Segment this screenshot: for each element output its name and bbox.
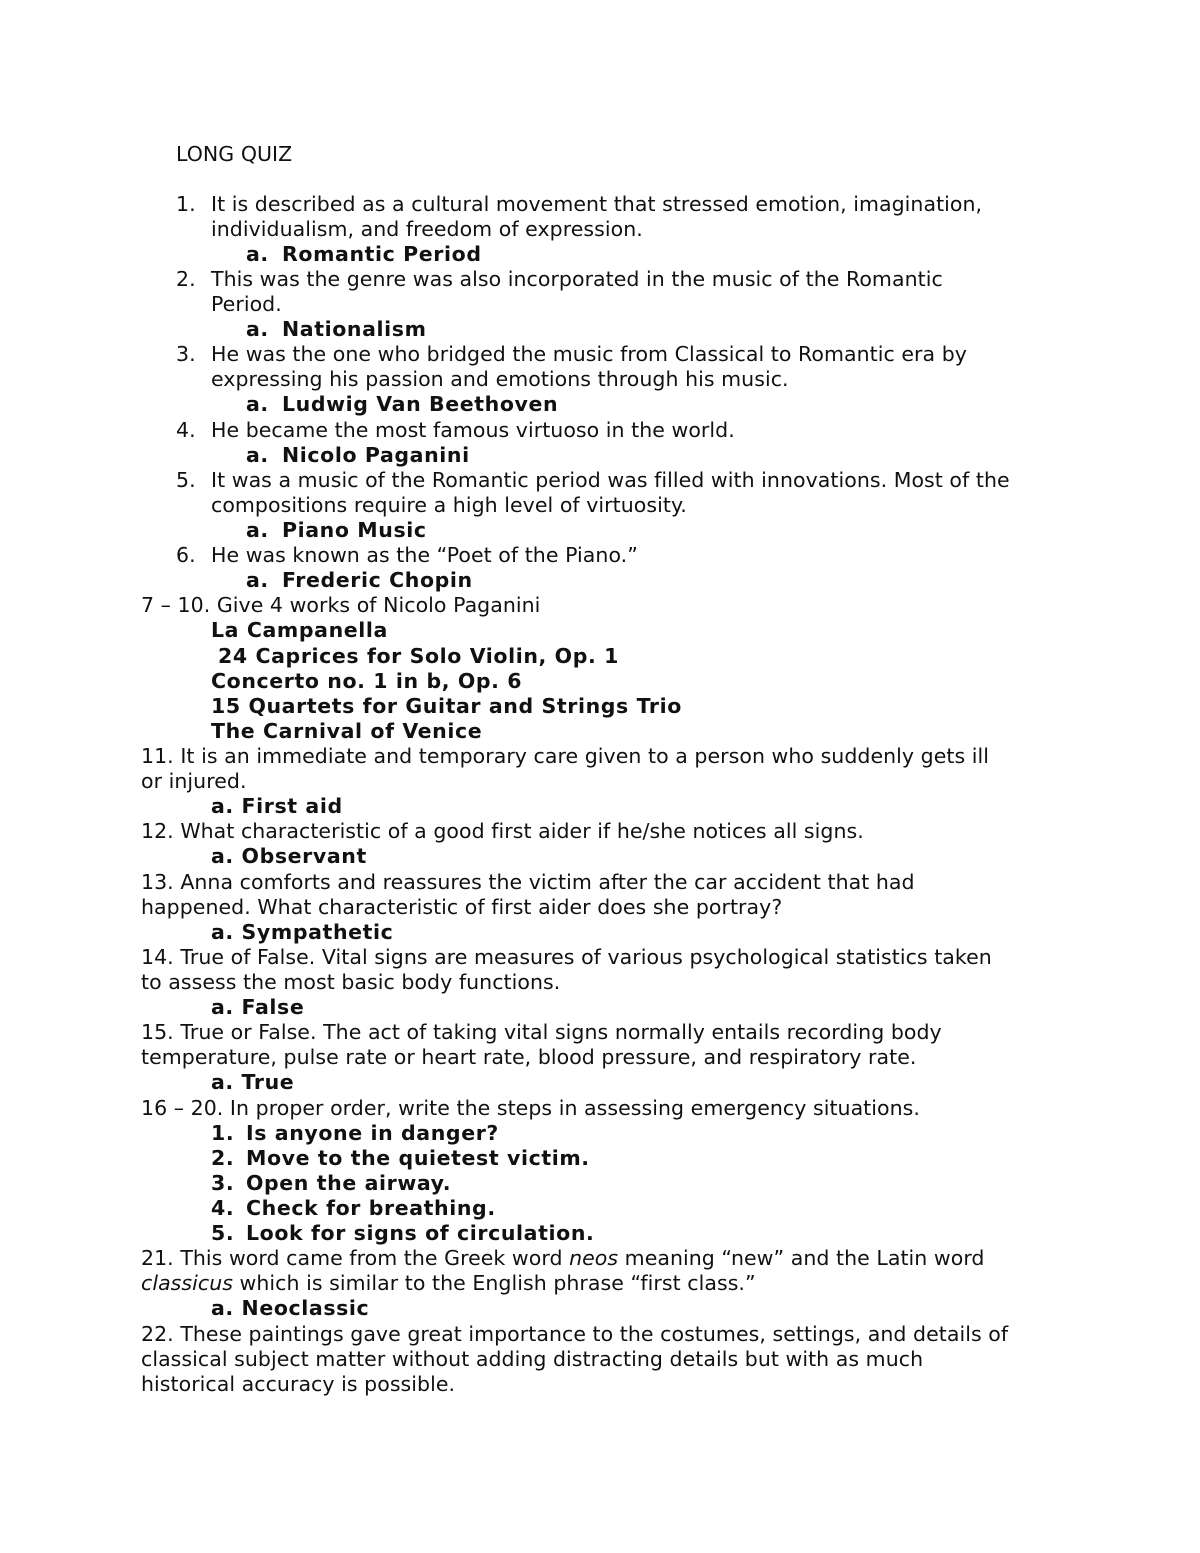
question-21-line-2 [141, 1271, 756, 1296]
question-12-line-1: 12. What characteristic of a good first aider if he/she notices all signs. [141, 819, 864, 843]
page-title: LONG QUIZ [176, 142, 293, 166]
question-22-line-3: historical accuracy is possible. [141, 1372, 456, 1396]
question-5-line-2: compositions require a high level of virtuosity. [211, 493, 687, 517]
question-4-answer: Nicolo Paganini [282, 443, 470, 467]
latin-word-classicus: classicus [141, 1271, 233, 1295]
question-1-answer-letter: a. [246, 242, 269, 266]
question-6-answer-letter: a. [246, 568, 269, 592]
step-2-number: 2. [211, 1146, 235, 1170]
question-1-answer: Romantic Period [282, 242, 482, 266]
question-1-line-2: individualism, and freedom of expression. [211, 217, 643, 241]
question-6-answer: Frederic Chopin [282, 568, 473, 592]
question-14-line-2: to assess the most basic body functions. [141, 970, 561, 994]
question-3-answer-letter: a. [246, 392, 269, 416]
step-5-number: 5. [211, 1221, 235, 1245]
question-5-number: 5. [176, 468, 196, 492]
question-22-line-2: classical subject matter without adding distracting details but with as much [141, 1347, 924, 1371]
question-2-answer-letter: a. [246, 317, 269, 341]
question-21-line-1-end: meaning “new” and the Latin word [618, 1246, 985, 1270]
question-12-answer: a. Observant [211, 844, 367, 868]
question-11-line-1: 11. It is an immediate and temporary care given to a person who suddenly gets ill [141, 744, 990, 768]
question-11-answer: a. First aid [211, 794, 343, 818]
greek-word-neos: neos [569, 1246, 619, 1270]
question-2-line-1: This was the genre was also incorporated in the music of the Romantic [211, 267, 943, 291]
question-16-20-prompt: 16 – 20. In proper order, write the steps in assessing emergency situations. [141, 1096, 920, 1120]
step-3-number: 3. [211, 1171, 235, 1195]
question-6-line-1: He was known as the “Poet of the Piano.” [211, 543, 638, 567]
paganini-work-3: Concerto no. 1 in b, Op. 6 [211, 669, 523, 693]
question-15-line-2: temperature, pulse rate or heart rate, blood pressure, and respiratory rate. [141, 1045, 917, 1069]
question-5-line-1: It was a music of the Romantic period was filled with innovations. Most of the [211, 468, 1010, 492]
paganini-work-2: 24 Caprices for Solo Violin, Op. 1 [218, 644, 619, 668]
paganini-work-5: The Carnival of Venice [211, 719, 483, 743]
step-1-number: 1. [211, 1121, 235, 1145]
step-4-number: 4. [211, 1196, 235, 1220]
question-6-number: 6. [176, 543, 196, 567]
question-1-line-1: It is described as a cultural movement that stressed emotion, imagination, [211, 192, 983, 216]
question-5-answer: Piano Music [282, 518, 427, 542]
step-2-text: Move to the quietest victim. [246, 1146, 590, 1170]
question-4-answer-letter: a. [246, 443, 269, 467]
question-5-answer-letter: a. [246, 518, 269, 542]
question-14-line-1: 14. True of False. Vital signs are measures of various psychological statistics taken [141, 945, 992, 969]
paganini-work-1: La Campanella [211, 618, 388, 642]
question-3-number: 3. [176, 342, 196, 366]
question-13-line-1: 13. Anna comforts and reassures the victim after the car accident that had [141, 870, 915, 894]
question-15-answer: a. True [211, 1070, 295, 1094]
question-22-line-1: 22. These paintings gave great importance to the costumes, settings, and details of [141, 1322, 1009, 1346]
question-2-line-2: Period. [211, 292, 282, 316]
question-11-line-2: or injured. [141, 769, 247, 793]
question-15-line-1: 15. True or False. The act of taking vital signs normally entails recording body [141, 1020, 942, 1044]
question-13-line-2: happened. What characteristic of first aider does she portray? [141, 895, 783, 919]
question-21-answer: a. Neoclassic [211, 1296, 370, 1320]
question-1-number: 1. [176, 192, 196, 216]
question-4-line-1: He became the most famous virtuoso in the world. [211, 418, 735, 442]
question-2-answer: Nationalism [282, 317, 427, 341]
step-5-text: Look for signs of circulation. [246, 1221, 595, 1245]
question-3-line-1: He was the one who bridged the music from Classical to Romantic era by [211, 342, 967, 366]
question-2-number: 2. [176, 267, 196, 291]
question-3-answer: Ludwig Van Beethoven [282, 392, 559, 416]
question-21-line-2-end: which is similar to the English phrase “first class.” [232, 1271, 756, 1295]
question-7-10-prompt: 7 – 10. Give 4 works of Nicolo Paganini [141, 593, 541, 617]
question-14-answer: a. False [211, 995, 305, 1019]
question-4-number: 4. [176, 418, 196, 442]
step-4-text: Check for breathing. [246, 1196, 496, 1220]
question-21-line-1-start: 21. This word came from the Greek word [141, 1246, 570, 1270]
step-3-text: Open the airway. [246, 1171, 452, 1195]
paganini-work-4: 15 Quartets for Guitar and Strings Trio [211, 694, 682, 718]
question-21-line-1 [141, 1246, 985, 1271]
question-13-answer: a. Sympathetic [211, 920, 394, 944]
question-3-line-2: expressing his passion and emotions through his music. [211, 367, 789, 391]
step-1-text: Is anyone in danger? [246, 1121, 499, 1145]
